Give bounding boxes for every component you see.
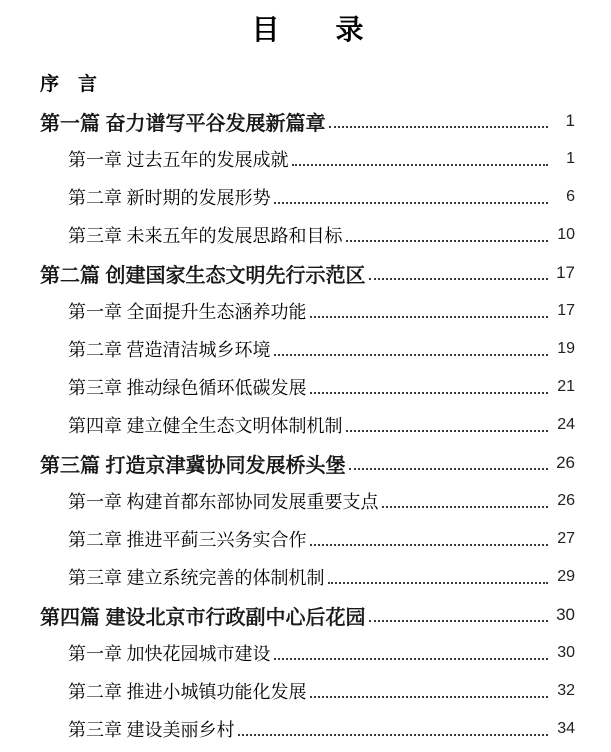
toc-entry <box>40 368 575 406</box>
page-title: 目 录 <box>251 14 364 45</box>
toc-page-number: 26 <box>557 492 575 509</box>
toc-page-number: 10 <box>557 226 575 243</box>
toc-entry <box>40 102 575 140</box>
toc-entry <box>40 330 575 368</box>
toc-page-number: 34 <box>557 720 575 737</box>
toc-leader-dots <box>310 684 549 698</box>
toc-entry <box>40 482 575 520</box>
toc-entry <box>40 558 575 596</box>
toc-entry <box>40 140 575 178</box>
toc-leader-dots <box>238 722 549 736</box>
toc-entry-label: 第三章 建立系统完善的体制机制 <box>68 568 325 588</box>
toc-page-number: 29 <box>557 568 575 585</box>
toc-page-number: 21 <box>557 378 575 395</box>
toc-leader-dots <box>310 304 549 318</box>
toc-page-number: 17 <box>557 302 575 319</box>
toc-entry <box>40 216 575 254</box>
toc-entry-label: 第一章 全面提升生态涵养功能 <box>68 302 307 322</box>
toc-entry <box>40 634 575 672</box>
toc-entry-label: 第二章 营造清洁城乡环境 <box>68 340 271 360</box>
toc-leader-dots <box>349 456 548 470</box>
toc-page-number: 30 <box>557 644 575 661</box>
toc-leader-dots <box>329 114 548 128</box>
toc-page-number: 6 <box>566 188 575 205</box>
toc-page-number: 27 <box>557 530 575 547</box>
toc-entry-label: 第三章 建设美丽乡村 <box>68 720 235 740</box>
toc-leader-dots <box>274 342 549 356</box>
toc-page-number: 1 <box>565 111 575 130</box>
toc-entry-label: 第二篇 创建国家生态文明先行示范区 <box>40 264 366 287</box>
toc-entry-label: 第一篇 奋力谱写平谷发展新篇章 <box>40 112 326 135</box>
toc-page-number: 26 <box>556 453 575 472</box>
toc-entry <box>40 292 575 330</box>
toc-page-number: 17 <box>556 263 575 282</box>
toc-entry-label: 第三章 未来五年的发展思路和目标 <box>68 226 343 246</box>
toc-entry-label: 第一章 构建首都东部协同发展重要支点 <box>68 492 379 512</box>
toc-entry-label: 第二章 推进平蓟三兴务实合作 <box>68 530 307 550</box>
toc-entry <box>40 444 575 482</box>
toc-page-number: 1 <box>566 150 575 167</box>
toc-entry-label: 第三篇 打造京津冀协同发展桥头堡 <box>40 454 346 477</box>
toc-page-number: 24 <box>557 416 575 433</box>
toc-page-number: 32 <box>557 682 575 699</box>
toc-entry-label: 第二章 推进小城镇功能化发展 <box>68 682 307 702</box>
toc-entry <box>40 406 575 444</box>
toc-entry-label: 第二章 新时期的发展形势 <box>68 188 271 208</box>
toc-page-number: 19 <box>557 340 575 357</box>
toc-entry <box>40 178 575 216</box>
toc-leader-dots <box>382 494 549 508</box>
toc-entry-label: 第四章 建立健全生态文明体制机制 <box>68 416 343 436</box>
toc-leader-dots <box>369 608 548 622</box>
toc-list <box>40 102 575 748</box>
toc-leader-dots <box>346 228 549 242</box>
preface-heading: 序 言 <box>40 74 98 95</box>
toc-entry-label: 第四篇 建设北京市行政副中心后花园 <box>40 606 366 629</box>
toc-leader-dots <box>292 152 549 166</box>
toc-leader-dots <box>274 646 549 660</box>
toc-entry <box>40 254 575 292</box>
toc-leader-dots <box>369 266 548 280</box>
toc-entry <box>40 710 575 748</box>
toc-leader-dots <box>310 532 549 546</box>
toc-leader-dots <box>274 190 549 204</box>
toc-entry <box>40 672 575 710</box>
toc-page-number: 30 <box>556 605 575 624</box>
toc-leader-dots <box>346 418 549 432</box>
toc-entry <box>40 520 575 558</box>
toc-leader-dots <box>310 380 549 394</box>
toc-entry <box>40 596 575 634</box>
toc-entry-label: 第三章 推动绿色循环低碳发展 <box>68 378 307 398</box>
toc-entry-label: 第一章 加快花园城市建设 <box>68 644 271 664</box>
toc-entry-label: 第一章 过去五年的发展成就 <box>68 150 289 170</box>
toc-leader-dots <box>328 570 549 584</box>
